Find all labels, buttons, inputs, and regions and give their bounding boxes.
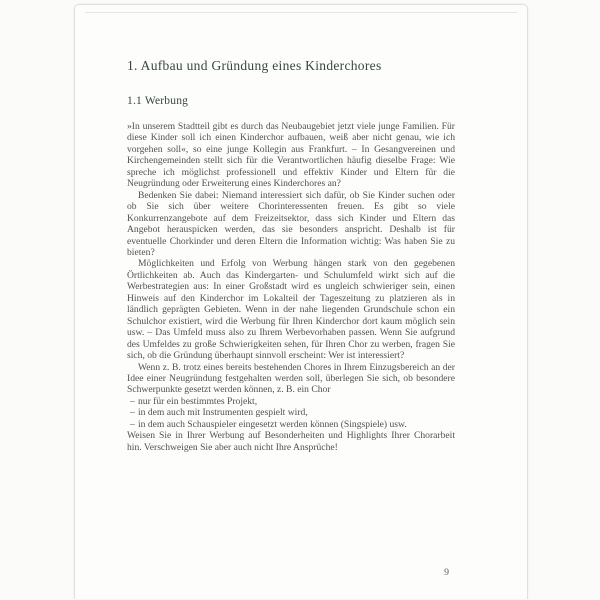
paragraph-bedenken: Bedenken Sie dabei: Niemand interessiert sich dafür, ob Sie Kinder suchen oder ob Sie sich über weitere Chorinteressenten freuen. Es gibt so viele Konkurrenzangebote auf dem Freizeitsektor, dass sich Kinder und Eltern das Angebot herauspicken werden, das sie besonders anspricht. Deshalb ist für eventuelle Chorkinder und deren Eltern die Information wichtig: Was haben Sie zu bieten? xyxy=(127,189,455,258)
dash-marker: – xyxy=(130,418,135,430)
dash-marker: – xyxy=(130,407,135,419)
paragraph-neugruendung: Wenn z. B. trotz eines bereits bestehenden Chores in Ihrem Einzugsbereich an der Idee einer Neugründung festgehalten werden soll, überlegen Sie sich, ob besondere Schwerpunkte gesetzt werden können, z. B. ein Chor xyxy=(127,361,455,396)
list-item xyxy=(127,396,455,407)
book-page xyxy=(74,4,528,599)
list-item xyxy=(127,407,455,418)
list-item-text: in dem auch mit Instrumenten gespielt wird, xyxy=(138,407,308,419)
chor-options-list xyxy=(127,396,455,430)
paragraph-closing: Weisen Sie in Ihrer Werbung auf Besonderheiten und Highlights Ihrer Chorarbeit hin. Verschweigen Sie aber auch nicht Ihre Ansprüche! xyxy=(127,430,455,453)
paragraph-intro: »In unserem Stadtteil gibt es durch das Neubaugebiet jetzt viele junge Familien. Für diese Kinder soll ich einen Kinderchor aufbauen, weiß aber nicht genau, wie ich vorgehen soll«, so eine junge Kollegin aus Frankfurt. – In Gesangvereinen und Kirchengemeinden stellt sich für die Verantwortlichen häufig dieselbe Frage: Wie spreche ich möglichst professionell und effektiv Kinder und Eltern für die Neugründung oder Erweiterung eines Kinderchores an? xyxy=(127,121,455,190)
body-text xyxy=(127,121,455,453)
text-block xyxy=(75,5,527,578)
chapter-heading: 1. Aufbau und Gründung eines Kinderchores xyxy=(127,58,382,73)
list-item xyxy=(127,419,455,430)
paragraph-moeglichkeiten: Möglichkeiten und Erfolg von Werbung hängen stark von den gegebenen Örtlichkeiten ab. Auch das Kindergarten- und Schulumfeld wirkt sich auf die Werbestrategien aus: In einer Großstadt wird es ungleich schwieriger sein, einen Hinweis auf den Kinderchor im Lokalteil der Tageszeitung zu platzieren als in ländlich geprägten Gebieten. Wenn in der nahe liegenden Grundschule schon ein Schulchor existiert, wird die Werbung für Ihren Kinderchor dort kaum möglich sein usw. – Das Umfeld muss also zu Ihrem Werbevorhaben passen. Wenn Sie aufgrund des Umfeldes zu große Schwierigkeiten sehen, für Ihren Chor zu werben, fragen Sie sich, ob die Gründung überhaupt sinnvoll erscheint: Wer ist interessiert? xyxy=(127,258,455,362)
section-heading: 1.1 Werbung xyxy=(127,95,189,107)
page-number: 9 xyxy=(444,567,449,578)
list-item-text: nur für ein bestimmtes Projekt, xyxy=(138,395,258,407)
dash-marker: – xyxy=(130,395,135,407)
list-item-text: in dem auch Schauspieler eingesetzt werden können (Singspiele) usw. xyxy=(138,418,407,430)
